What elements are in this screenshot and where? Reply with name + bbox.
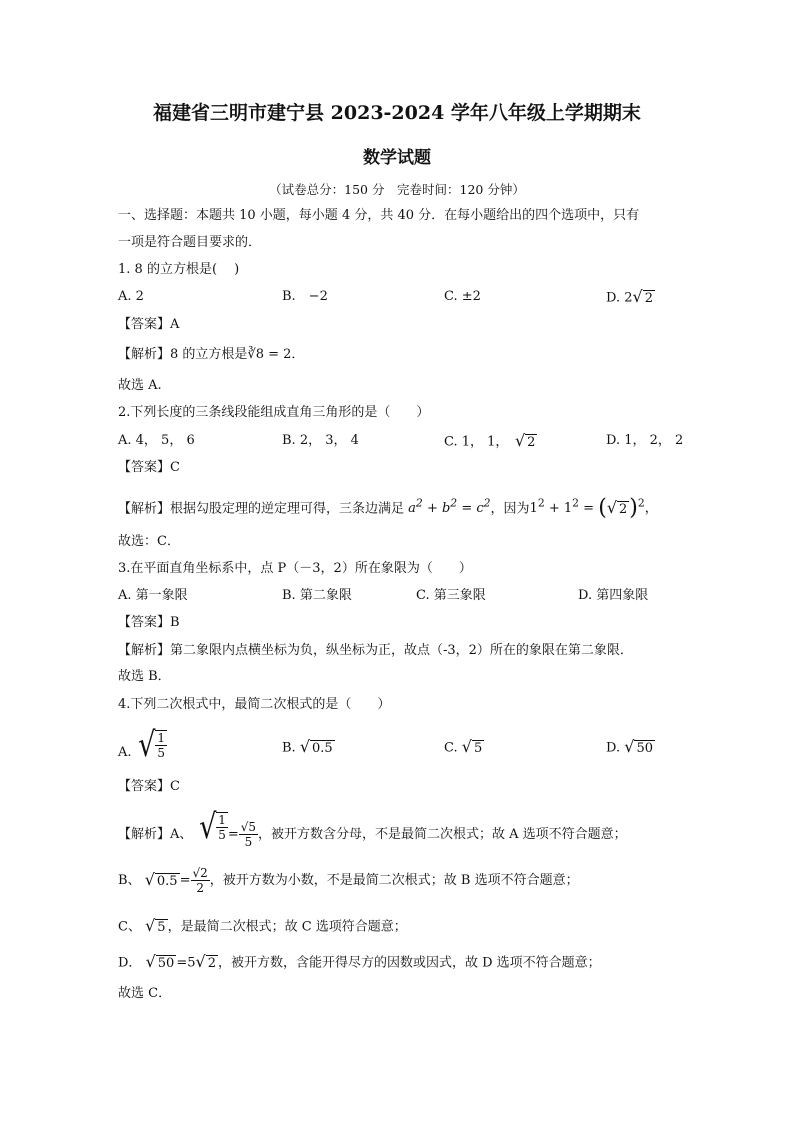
q1-answer: 【答案】A [118,317,180,332]
q4-analysis-a-suffix: ，被开方数含分母，不是最简二次根式；故 A 选项不符合题意； [258,827,627,842]
q4-option-b [282,737,335,759]
q3-option-c: C. 第三象限 [416,588,486,603]
q3-analysis: 【解析】第二象限内点横坐标为负，纵坐标为正，故点（-3，2）所在的象限在第二象限． [118,643,633,658]
q2-option-a: A. 4， 5， 6 [118,433,195,448]
q2-option-c-text: C. 1， 1， [444,434,515,450]
q2-analysis-mid: ，因为 [490,501,530,517]
q4-option-c [444,737,484,759]
q2-analysis [118,494,658,520]
q1-analysis-text: 【解析】8 的立方根是 [118,347,248,362]
exam-meta: （试卷总分：150 分 完卷时间：120 分钟） [269,182,525,197]
q2-stem: 2.下列长度的三条线段能组成直角三角形的是（ ） [118,405,430,420]
q3-option-a: A. 第一象限 [118,588,188,603]
q4-option-a-label: A. [118,745,132,760]
q1-analysis-end: ． [291,347,305,362]
q3-answer: 【答案】B [118,615,180,630]
sqrt-2-expression: √ 2 [514,431,536,450]
q3-stem: 3.在平面直角坐标系中，点 P（－3，2）所在象限为（ ） [118,561,472,576]
q4-option-d [606,737,655,759]
q4-conclusion: 故选 C． [118,986,172,1001]
q4-option-a [118,725,167,765]
document-subtitle: 数学试题 [363,148,431,168]
sqrt-0-5-expression: √ 0.5 [299,737,333,756]
q4-analysis-b-prefix: B、 [118,873,141,888]
q2-conclusion: 故选：C． [118,534,180,549]
q1-stem: 1. 8 的立方根是( ) [118,262,240,277]
q3-conclusion: 故选 B． [118,669,171,684]
q4-analysis-b-suffix: ，被开方数为小数，不是最简二次根式；故 B 选项不符合题意； [209,873,579,888]
sqrt-50-expression: √ 50 [624,737,653,756]
sqrt-one-fifth-expression: √ $\frac{1}{5}$ [137,725,165,765]
q2-analysis-text: 【解析】根据勾股定理的逆定理可得，三条边满足 [118,501,405,517]
document-title: 福建省三明市建宁县 2023-2024 学年八年级上学期期末 [153,102,641,124]
q4-analysis-c-suffix: ，是最简二次根式；故 C 选项符合题意； [167,919,407,935]
sqrt-2-expression: √ 2 [195,952,216,971]
sqrt-0-5-expression: √ 0.5 [144,869,178,889]
q4-analysis-d-suffix: ，被开方数，含能开得尽方的因数或因式，故 D 选项不符合题意； [217,955,601,971]
q1-analysis-math: ∛8 = 2 [247,347,292,362]
sqrt2-over-2-fraction: $\frac{√2}{2}$ [192,866,208,895]
q4-stem: 4.下列二次根式中，最简二次根式的是（ ） [118,697,391,712]
q3-option-b: B. 第二象限 [282,588,352,603]
q2-option-d: D. 1， 2， 2 [606,433,684,448]
q2-option-b: B. 2， 3， 4 [282,433,359,448]
q2-answer: 【答案】C [118,460,180,475]
q4-analysis-b: B、 √ 0.5 = $\frac{√2}{2}$ ，被开方数为小数，不是最简二次根式；故 B 选项不符合题意； [118,866,579,895]
q2-option-c [444,431,537,453]
sqrt-2-expression: √ 2 [632,287,653,306]
q1-option-b: B. −2 [282,289,328,304]
q4-analysis-d: D． √ 50 =5√ 2 ，被开方数，含能开得尽方的因数或因式，故 D 选项不符合题意； [118,952,601,974]
q4-analysis-c [118,916,407,938]
q3-option-d: D. 第四象限 [578,588,649,603]
q1-analysis [118,345,304,365]
sqrt5-over-5-fraction: $\frac{√5}{5}$ [240,820,257,849]
q1-option-d-text: D. 2 [606,290,633,306]
sqrt-50-expression: √ 50 [145,952,175,971]
q4-option-b-label: B. [282,740,296,756]
q4-analysis-a-prefix: 【解析】A、 [118,827,193,842]
q4-analysis-a: 【解析】A、 √ $\frac{1}{5}$ = $\frac{√5}{5}$ ，被开方数含分母，不是最简二次根式；故 A 选项不符合题意； [118,807,627,849]
sqrt-5-expression: √ 5 [461,737,483,756]
q2-identity: $1^2 + 1^2$ = (√ 2)$^2$， [529,495,658,521]
q1-option-d [606,287,655,309]
q4-analysis-d-prefix: D． [118,955,142,971]
sqrt-5-expression: √ 5 [145,916,166,935]
section-instruction-line2: 一项是符合题目要求的． [118,235,262,250]
q1-option-a: A. 2 [118,289,144,304]
q4-option-d-label: D. [606,740,621,756]
sqrt-one-fifth-expression: √ $\frac{1}{5}$ [198,807,226,847]
q4-option-c-label: C. [444,740,458,756]
pythagorean-equation: $a^2 + b^2 = c^2$ [408,497,491,517]
q4-answer: 【答案】C [118,779,180,794]
q1-option-c: C. ±2 [444,289,481,304]
section-instruction-line1: 一、选择题：本题共 10 小题，每小题 4 分，共 40 分．在每小题给出的四个选项中，只有 [118,208,640,223]
q4-analysis-c-prefix: C、 [118,919,141,935]
q1-conclusion: 故选 A. [118,378,162,393]
